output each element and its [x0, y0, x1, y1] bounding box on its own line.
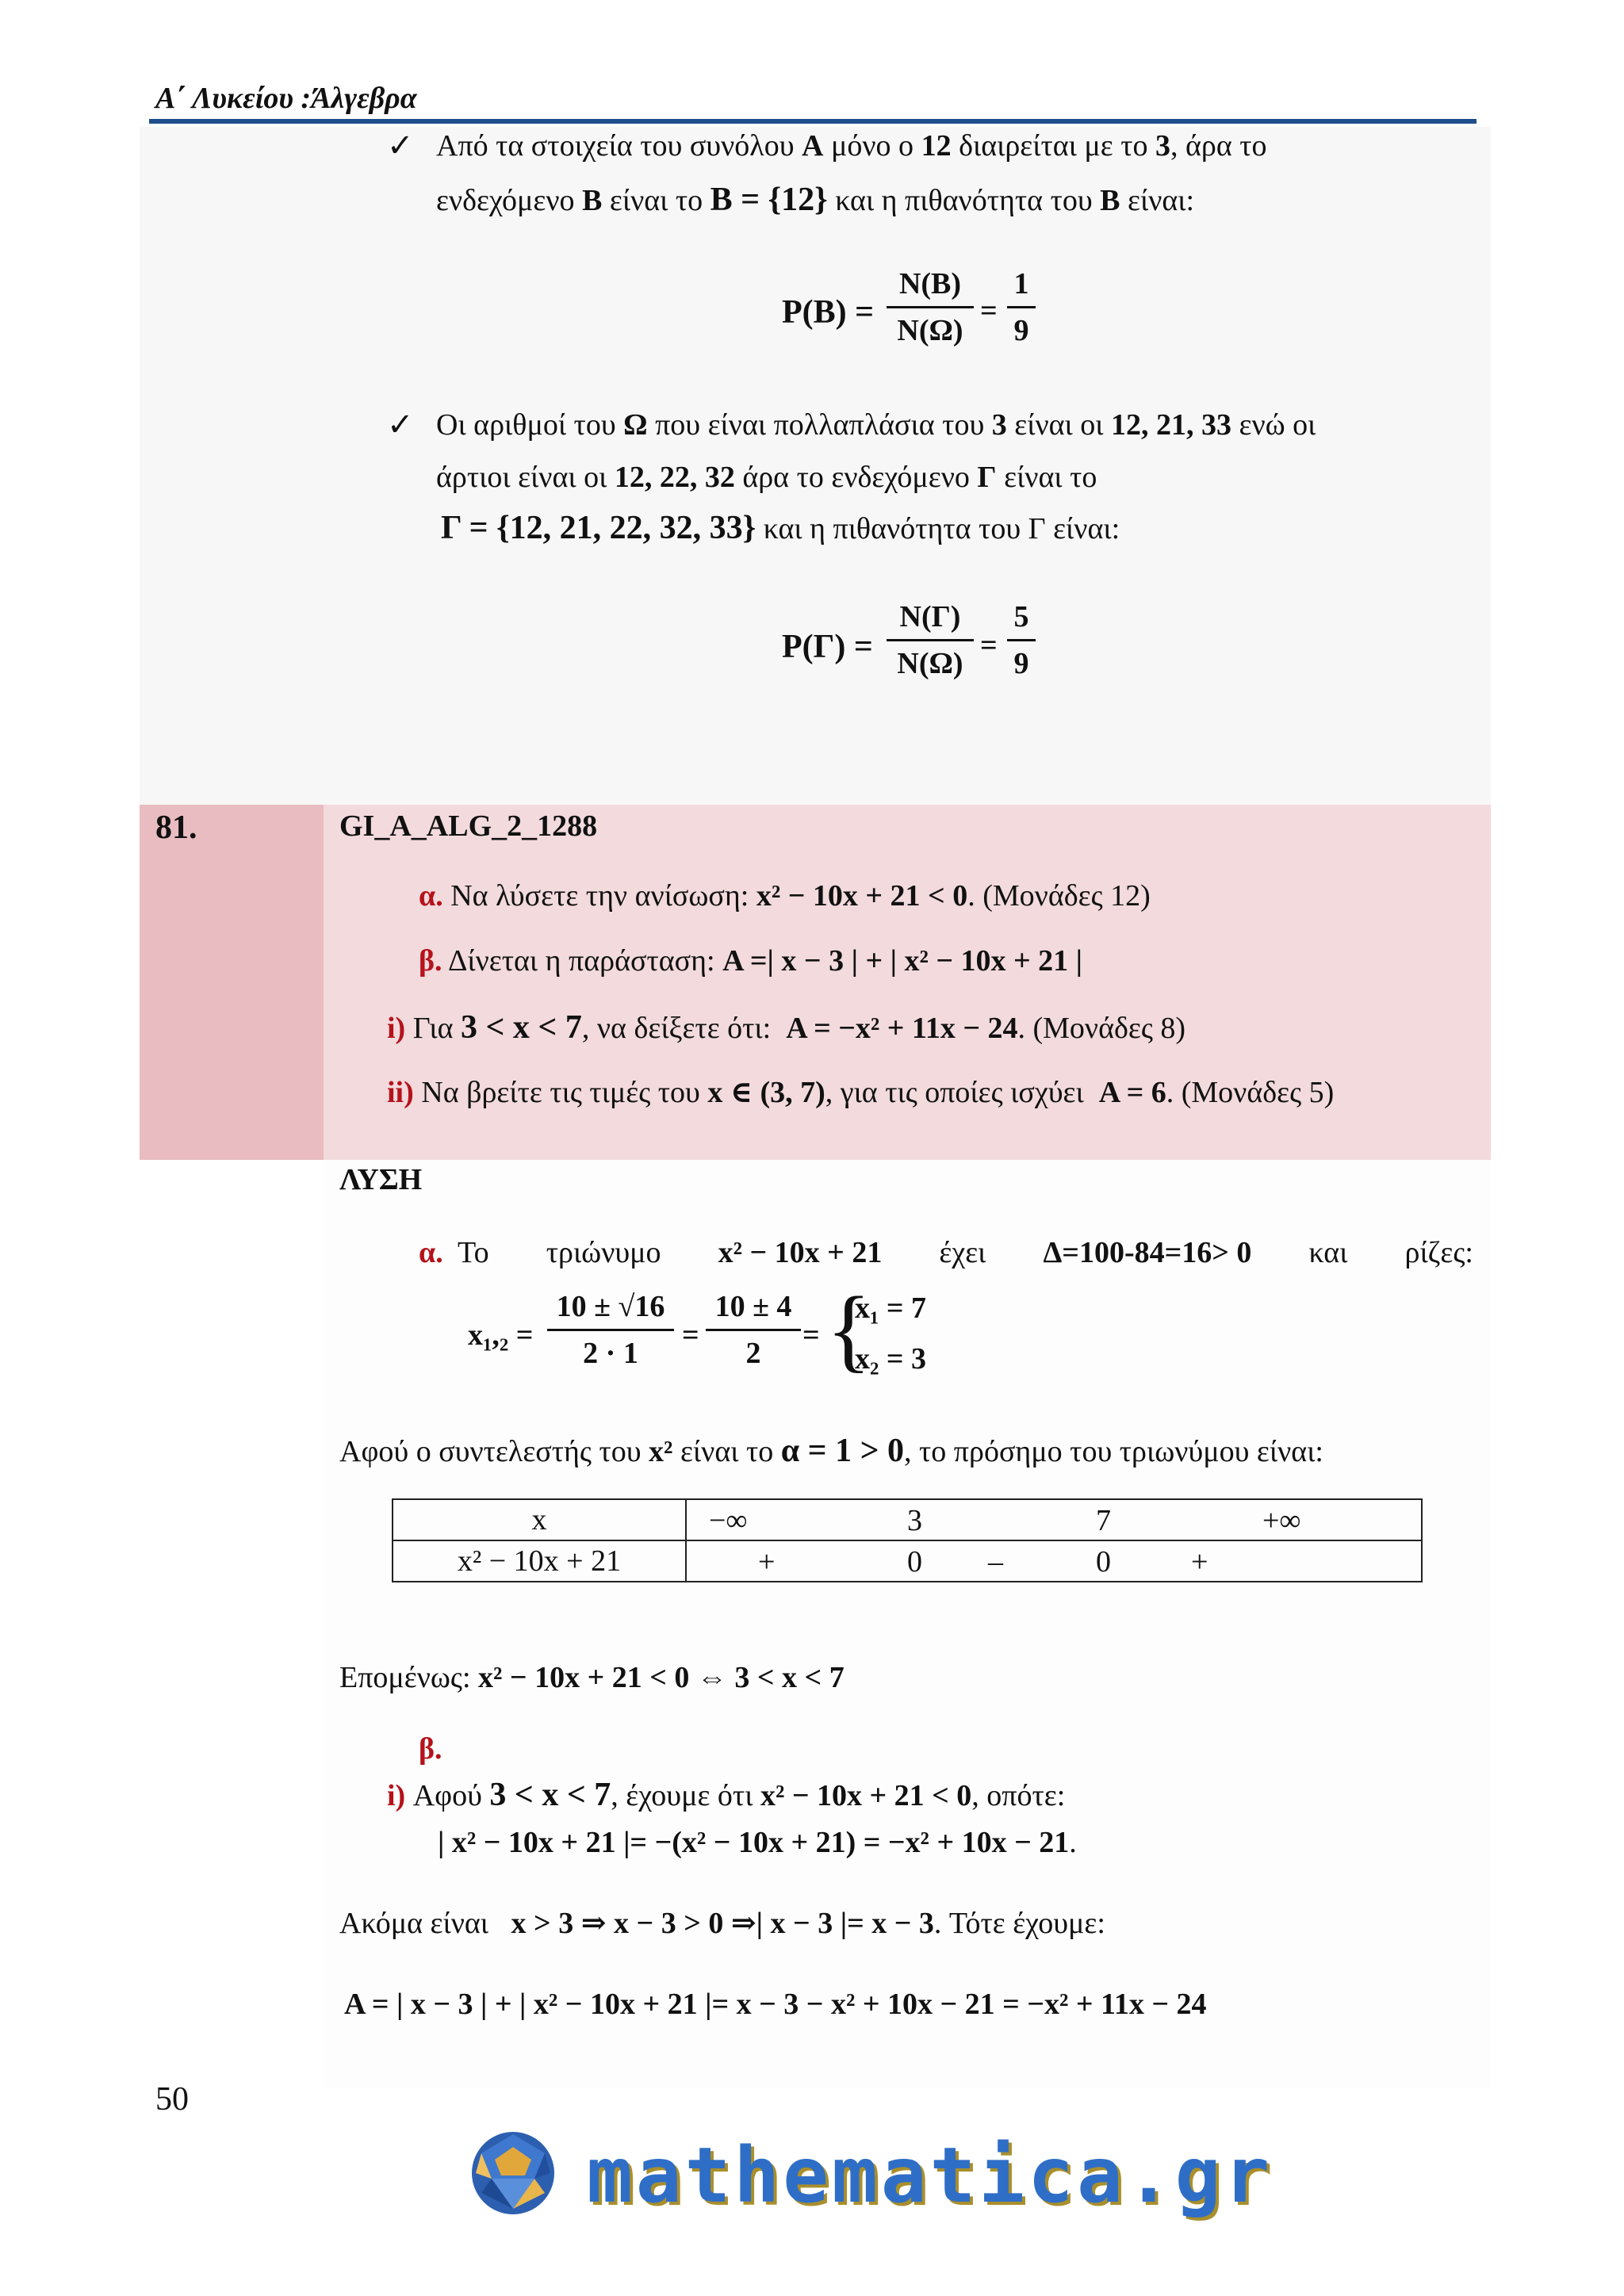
part-label: ii): [387, 1076, 414, 1109]
math: 12, 22, 32: [614, 461, 735, 494]
text: και: [1308, 1236, 1348, 1269]
task-number-cell: [140, 805, 324, 1160]
math: A = 6: [1098, 1076, 1166, 1109]
numerator: 1: [1013, 267, 1029, 300]
text: Αφού: [412, 1779, 482, 1812]
coefficient-line: [339, 1432, 1323, 1470]
math: Α: [802, 129, 824, 163]
math: α = 1 > 0: [780, 1433, 905, 1469]
denominator: N(Ω): [897, 314, 963, 347]
header-title: Α΄ Λυκείου :Άλγεβρα: [155, 82, 417, 115]
text: Να βρείτε τις τιμές του: [421, 1076, 700, 1109]
text: , το πρόσημο του τριωνύμου είναι:: [904, 1435, 1323, 1468]
text: , άρα το: [1170, 129, 1267, 163]
text: είναι το: [1004, 461, 1097, 494]
text: είναι οι: [1014, 408, 1104, 442]
numerator: 10 ± √16: [556, 1290, 665, 1323]
table-cell: [686, 1540, 1422, 1582]
solution-a-line: [419, 1235, 1473, 1270]
math: Β: [1100, 184, 1120, 217]
fraction-bar: [1007, 306, 1036, 308]
text: Ακόμα είναι: [339, 1907, 489, 1940]
math: 3: [991, 408, 1007, 442]
math: x² − 10x + 21 < 0 ⇔ 3 < x < 7: [478, 1661, 845, 1694]
bullet2-line3: [441, 509, 1120, 547]
math: x² − 10x + 21: [718, 1236, 883, 1269]
math: 3: [1155, 129, 1170, 163]
equals: =: [682, 1318, 699, 1352]
cell-value: 0: [1096, 1545, 1111, 1578]
cell-value: 7: [1096, 1504, 1111, 1537]
equals: =: [980, 629, 998, 662]
root-1: x₁ = 7: [855, 1292, 927, 1325]
points: . (Μονάδες 12): [967, 879, 1151, 913]
text: Να λύσετε την ανίσωση:: [450, 879, 749, 913]
polyhedron-logo-icon: [469, 2130, 557, 2217]
pb-fraction: [887, 266, 974, 348]
part-label: α.: [419, 1236, 443, 1269]
solution-heading: ΛΥΣΗ: [339, 1163, 423, 1196]
task-part-b-i: [387, 1008, 1185, 1047]
points: . (Μονάδες 8): [1017, 1012, 1186, 1045]
pb-value-fraction: [1007, 266, 1036, 348]
math: x² − 10x + 21 < 0: [756, 879, 968, 913]
math: Δ=100-84=16> 0: [1043, 1236, 1252, 1269]
text: που είναι πολλαπλάσια του: [655, 408, 985, 442]
cell-value: +: [758, 1545, 776, 1578]
roots-fraction-1: [547, 1289, 674, 1371]
fraction-bar: [887, 306, 974, 308]
text: Δίνεται η παράσταση:: [447, 944, 715, 978]
denominator: 9: [1013, 647, 1029, 680]
text: . Τότε έχουμε:: [933, 1907, 1105, 1940]
fraction-bar: [1007, 639, 1036, 641]
table-row: [393, 1540, 1422, 1582]
math: Β: [582, 184, 603, 217]
text: Οι αριθμοί του: [436, 408, 616, 442]
equals: =: [980, 294, 998, 327]
text: είναι το: [609, 184, 703, 217]
pb-lhs: P(Β) =: [782, 294, 875, 331]
text: μόνο ο: [831, 129, 914, 163]
text: άρτιοι είναι οι: [436, 461, 607, 494]
text: ενδεχόμενο: [436, 184, 575, 217]
site-logo-text: mathematica.gr: [587, 2131, 1274, 2220]
denominator: 2: [745, 1337, 761, 1370]
root-2: x₂ = 3: [855, 1342, 927, 1376]
text: Από τα στοιχεία του συνόλου: [436, 129, 795, 163]
text: Για: [412, 1012, 454, 1045]
brace-icon: {: [826, 1277, 871, 1381]
part-label: i): [387, 1779, 406, 1812]
text: τριώνυμο: [546, 1236, 661, 1269]
text: , οπότε:: [971, 1779, 1066, 1812]
bullet1-line2: [436, 181, 1194, 219]
math: Ω: [623, 408, 648, 442]
cell-value: –: [988, 1545, 1003, 1578]
task-code: GI_A_ALG_2_1288: [339, 809, 598, 843]
pg-fraction: [887, 599, 974, 681]
numerator: N(Γ): [899, 600, 961, 633]
math: 12, 21, 33: [1110, 408, 1231, 442]
also-line: [339, 1904, 1105, 1941]
task-part-b: [419, 943, 1082, 978]
math: 12: [921, 129, 952, 163]
denominator: N(Ω): [897, 647, 963, 680]
math-set: Γ = {12, 21, 22, 32, 33}: [441, 510, 756, 546]
numerator: 5: [1013, 600, 1029, 633]
text: , για τις οποίες ισχύει: [825, 1076, 1084, 1109]
math: x² − 10x + 21 < 0: [760, 1779, 972, 1812]
text: ενώ οι: [1239, 408, 1316, 442]
table-row-header: x² − 10x + 21: [393, 1540, 686, 1582]
numerator: 10 ± 4: [714, 1290, 792, 1323]
text: έχει: [939, 1236, 986, 1269]
bullet1-line1: [436, 128, 1267, 163]
task-number: 81.: [155, 809, 197, 846]
cell-value: +∞: [1262, 1504, 1301, 1537]
task-part-b-ii: [387, 1073, 1334, 1110]
pg-value-fraction: [1007, 599, 1036, 681]
table-row-header: x: [393, 1499, 686, 1540]
text: και η πιθανότητα του Γ είναι:: [763, 512, 1120, 545]
math: x ∈ (3, 7): [707, 1076, 825, 1109]
pg-lhs: P(Γ) =: [782, 629, 873, 665]
solution-b-i-line1: [387, 1776, 1065, 1814]
text: Το: [458, 1236, 489, 1269]
fraction-bar: [887, 639, 974, 641]
text: είναι το: [680, 1435, 774, 1468]
hence-line: [339, 1660, 845, 1695]
points: . (Μονάδες 5): [1166, 1076, 1335, 1109]
roots-fraction-2: [706, 1289, 801, 1371]
bullet2-line1: [436, 408, 1316, 442]
text: Αφού ο συντελεστής του: [339, 1435, 642, 1468]
denominator: 9: [1013, 314, 1029, 347]
math: A =| x − 3 | + | x² − 10x + 21 |: [722, 944, 1083, 978]
math: 3 < x < 7: [460, 1009, 582, 1046]
math: x²: [649, 1435, 673, 1468]
cell-value: +: [1191, 1545, 1208, 1578]
solution-b-label: β.: [419, 1732, 442, 1766]
part-label: α.: [419, 879, 443, 913]
denominator: 2 · 1: [583, 1337, 638, 1370]
text: Επομένως:: [339, 1661, 471, 1694]
text: , να δείξετε ότι:: [581, 1012, 772, 1045]
math: Γ: [977, 461, 997, 494]
cell-value: 3: [907, 1504, 922, 1537]
math-set: Β = {12}: [710, 182, 828, 218]
math: 3 < x < 7: [489, 1777, 611, 1813]
part-label: β.: [419, 944, 442, 978]
text: .: [1069, 1826, 1077, 1859]
cell-value: 0: [907, 1545, 922, 1578]
text: άρα το ενδεχόμενο: [742, 461, 970, 494]
fraction-bar: [547, 1329, 674, 1331]
part-label: i): [387, 1012, 406, 1045]
math: | x² − 10x + 21 |= −(x² − 10x + 21) = −x² + 10x − 21: [438, 1826, 1070, 1859]
equals: =: [802, 1318, 820, 1352]
check-icon: ✓: [387, 407, 414, 442]
cell-value: −∞: [709, 1504, 748, 1537]
math: A = −x² + 11x − 24: [786, 1012, 1018, 1045]
text: και η πιθανότητα του: [835, 184, 1093, 217]
header-rule: [149, 119, 1477, 124]
check-icon: ✓: [387, 128, 414, 163]
text: , έχουμε ότι: [611, 1779, 753, 1812]
table-cell: [686, 1499, 1422, 1540]
text: διαιρείται με το: [959, 129, 1148, 163]
fraction-bar: [706, 1329, 801, 1331]
text: είναι:: [1128, 184, 1195, 217]
solution-b-i-line2: [438, 1825, 1077, 1860]
roots-lhs: x₁,₂ =: [468, 1318, 534, 1352]
bullet2-line2: [436, 460, 1097, 495]
final-equation: A = | x − 3 | + | x² − 10x + 21 |= x − 3 − x² + 10x − 21 = −x² + 11x − 24: [344, 1988, 1207, 2021]
numerator: N(Β): [898, 267, 962, 300]
page-number: 50: [155, 2081, 189, 2118]
sign-table: [392, 1498, 1423, 1582]
text: ρίζες:: [1404, 1236, 1473, 1269]
task-part-a: [419, 878, 1151, 913]
table-row: [393, 1499, 1422, 1540]
math: x > 3 ⇒ x − 3 > 0 ⇒| x − 3 |= x − 3: [511, 1907, 934, 1940]
